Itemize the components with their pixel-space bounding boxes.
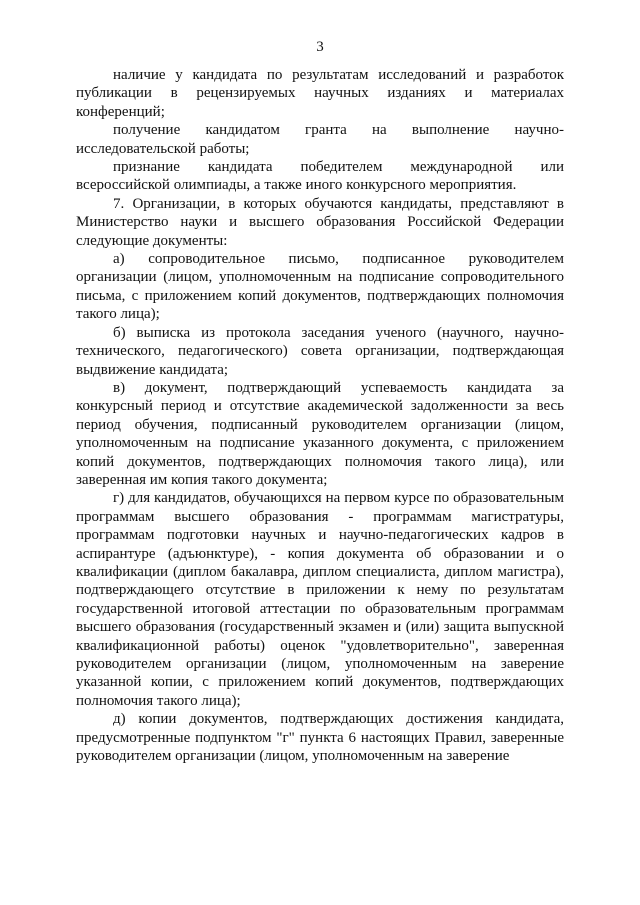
paragraph-olympiad: признание кандидата победителем международной или всероссийской олимпиады, а также иного конкурсного мероприятия. [76, 159, 564, 194]
paragraph-subitem-a: а) сопроводительное письмо, подписанное руководителем организации (лицом, уполномоченным на подписание сопроводительного письма, с приложением копий документов, подтверждающих полномочия такого лица); [76, 251, 564, 323]
paragraph-item-7: 7. Организации, в которых обучаются кандидаты, представляют в Министерство науки и высшего образования Российской Федерации следующие документы: [76, 195, 564, 249]
paragraph-subitem-d: д) копии документов, подтверждающих достижения кандидата, предусмотренные подпунктом "г" пункта 6 настоящих Правил, заверенные руководителем организации (лицом, уполномоченным на заверение [76, 711, 564, 765]
paragraph-subitem-b: б) выписка из протокола заседания ученого (научного, научно-технического, педагогического) совета организации, подтверждающая выдвижение кандидата; [76, 324, 564, 378]
document-body [76, 66, 564, 765]
paragraph-grant: получение кандидатом гранта на выполнение научно-исследовательской работы; [76, 122, 564, 157]
page-number: 3 [316, 39, 324, 55]
paragraph-subitem-v: в) документ, подтверждающий успеваемость кандидата за конкурсный период и отсутствие академической задолженности за весь период обучения, подписанный руководителем организации (лицом, уполномоченным на подписание указанного документа, с приложением копий документов, подтверждающих полномочия такого лица), или заверенная им копия такого документа; [76, 379, 564, 488]
paragraph-subitem-g: г) для кандидатов, обучающихся на первом курсе по образовательным программам высшего образования - программам магистратуры, программам подготовки научных и научно-педагогических кадров в аспирантуре (адъюнктуре), - копия документа об образовании и о квалификации (диплом бакалавра, диплом специалиста, диплом магистра), подтверждающего отсутствие в приложении к нему по результатам государственной итоговой аттестации по образовательным программам высшего образования (государственный экзамен и (или) защита выпускной квалификационной работы) оценок "удовлетворительно", заверенная руководителем организации (лицом, уполномоченным на заверение указанной копии, с приложением копий документов, подтверждающих полномочия такого лица); [76, 490, 564, 709]
paragraph-publications: наличие у кандидата по результатам исследований и разработок публикации в рецензируемых научных изданиях и материалах конференций; [76, 67, 564, 120]
